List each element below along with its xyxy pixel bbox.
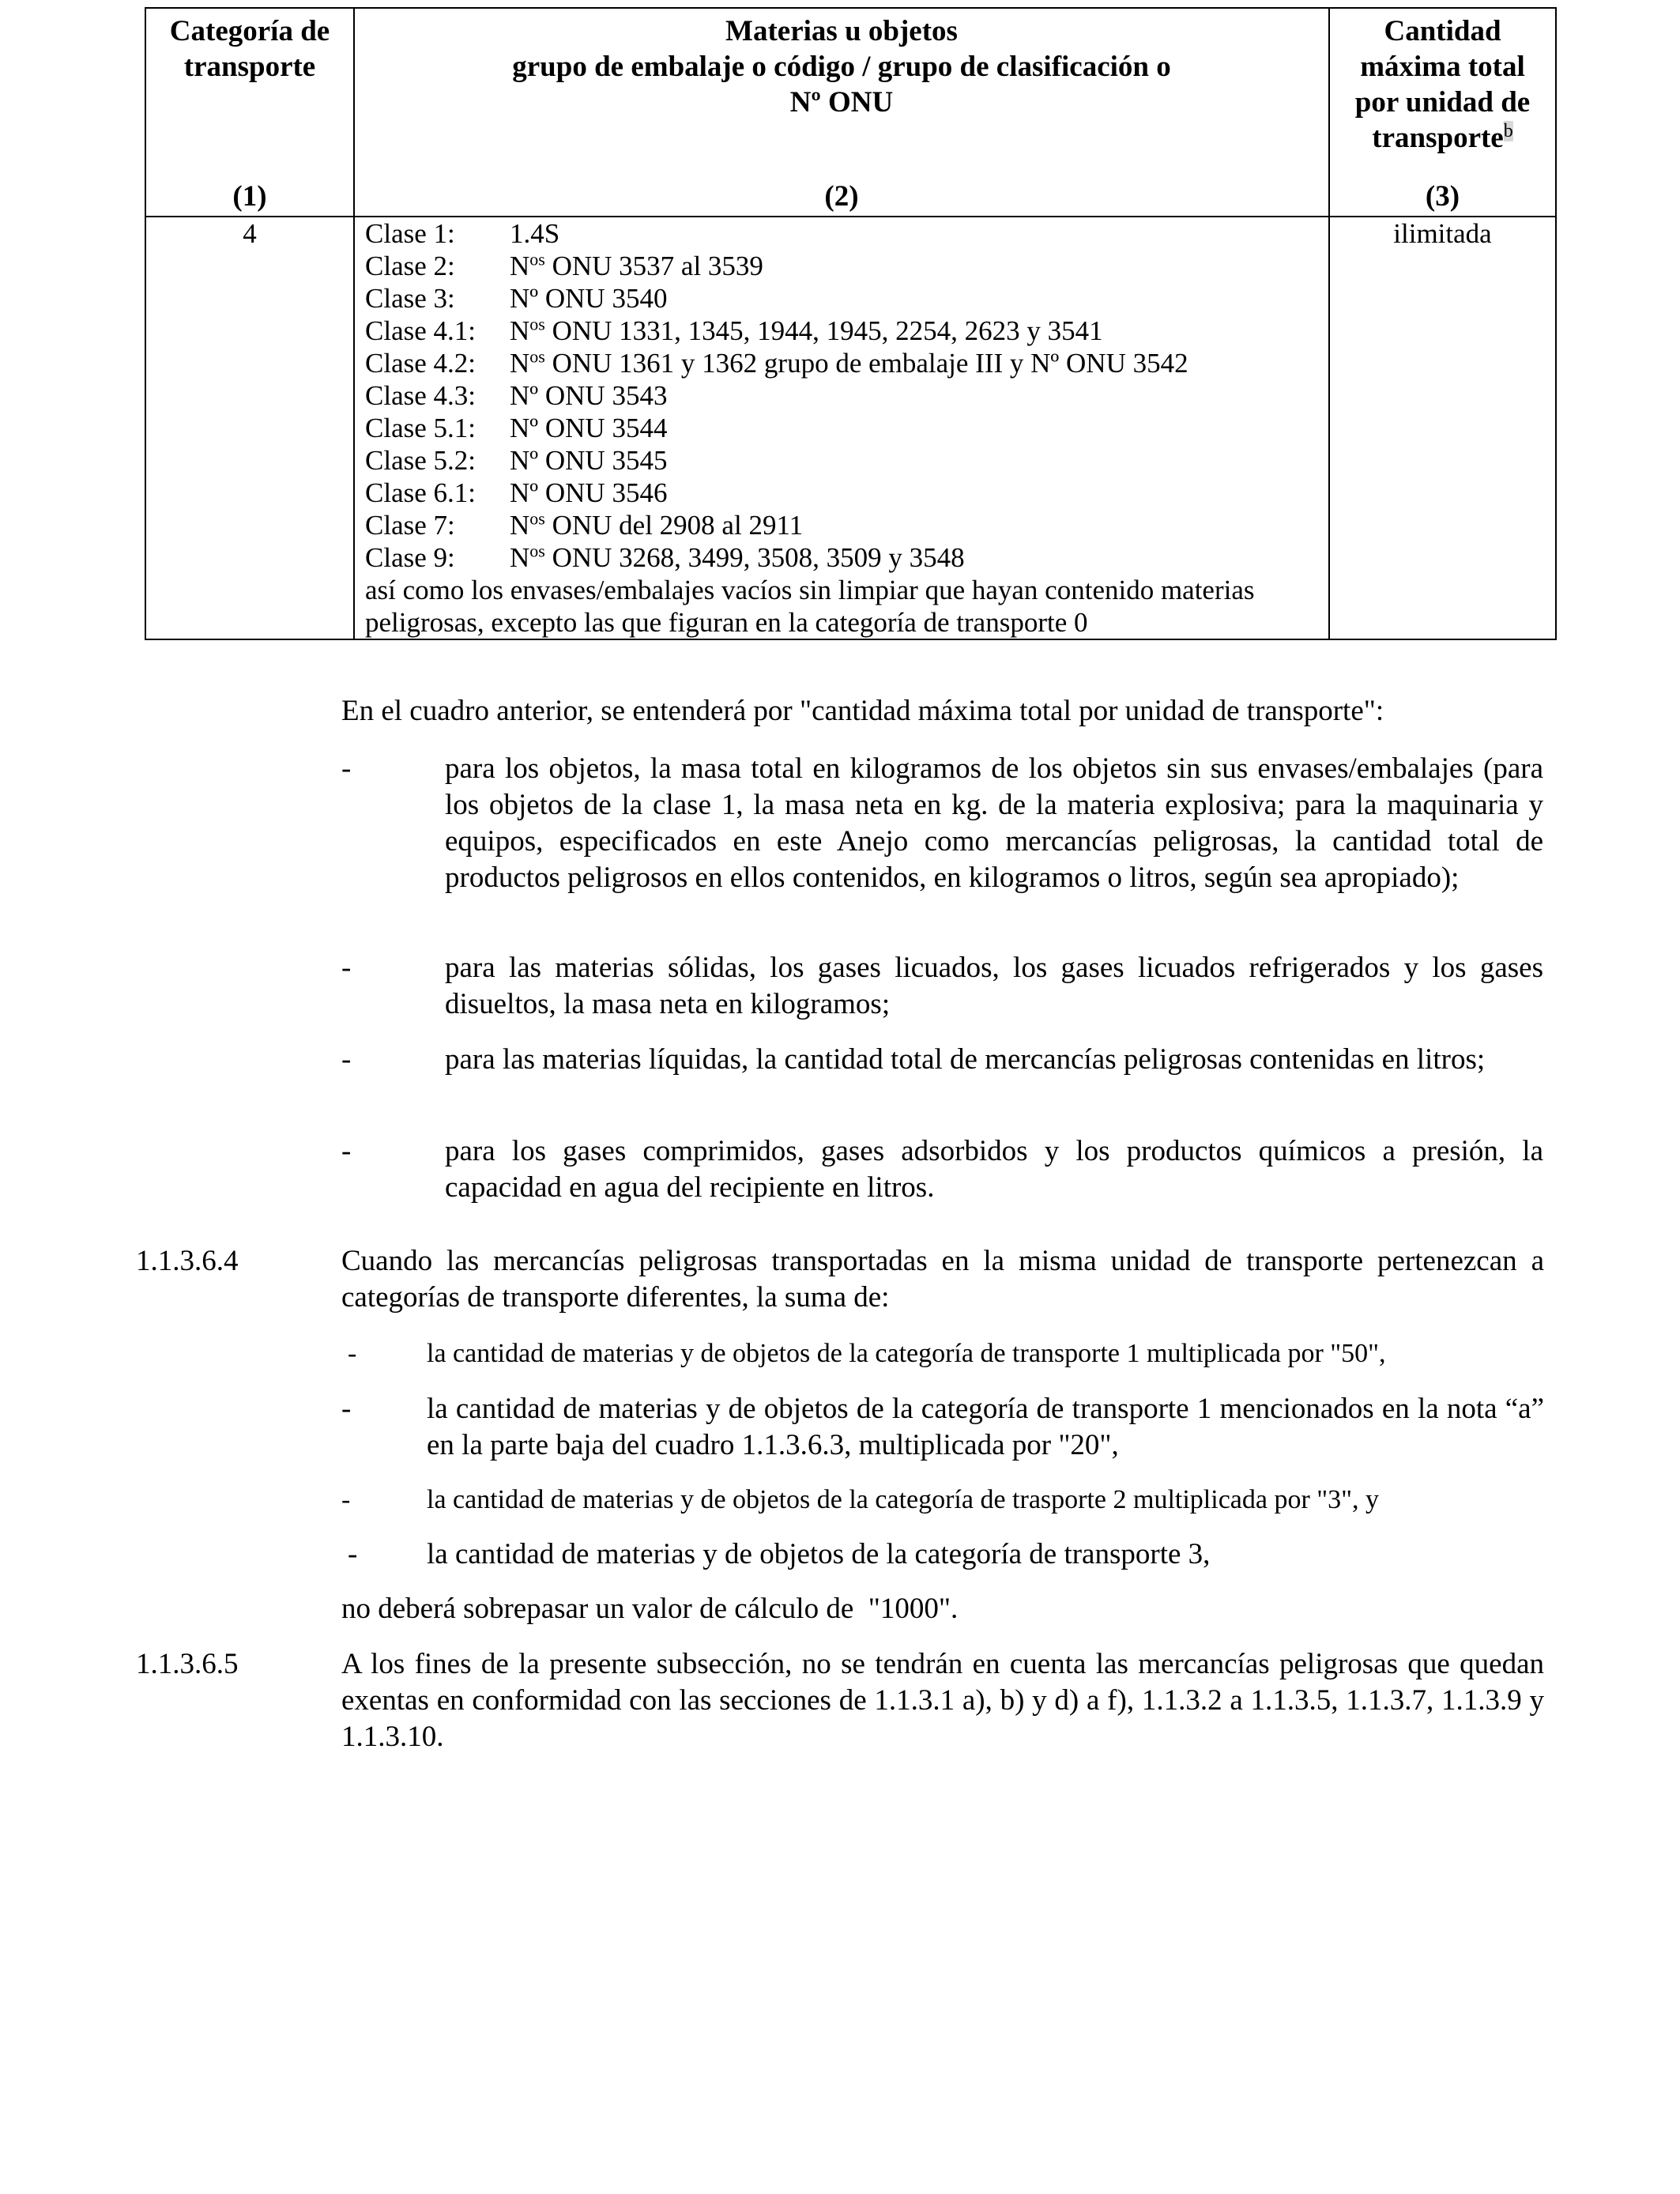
plural-superscript: os — [529, 249, 545, 270]
section-paragraph: Cuando las mercancías peligrosas transportadas en la misma unidad de transporte pertenezcan a categorías de transporte diferentes, la suma de: — [341, 1245, 1544, 1314]
class-label: Clase 6.1: — [365, 477, 476, 508]
plural-superscript: os — [529, 541, 545, 561]
header-materials — [354, 8, 1329, 217]
class-value: ONU 3537 al 3539 — [544, 251, 763, 281]
closing-line: no deberá sobrepasar un valor de cálculo de "1000". — [341, 1593, 959, 1625]
dash-bullet: - — [341, 752, 352, 785]
dash-bullet: - — [341, 1393, 352, 1425]
sum-item-text: la cantidad de materias y de objetos de la categoría de transporte 1 mencionados en la nota “a” en la parte baja del cuadro 1.1.3.6.3, multiplicada por "20", — [427, 1393, 1544, 1461]
column-number: (3) — [1425, 180, 1460, 213]
class-value: 1.4S — [510, 218, 560, 249]
header-1-line: transporte — [183, 51, 316, 83]
class-value: Nº ONU 3540 — [510, 283, 668, 314]
category-cell: 4 — [145, 217, 354, 639]
class-value: ONU 1361 y 1362 grupo de embalaje III y Nº ONU 3542 — [544, 348, 1188, 379]
class-entry — [365, 347, 1319, 379]
class-label: Clase 2: — [365, 251, 455, 281]
plural-superscript: os — [529, 314, 545, 334]
dash-bullet: - — [341, 952, 352, 984]
definition-text: para los objetos, la masa total en kilogramos de los objetos sin sus envases/embalajes (para los objetos de la clase 1, la masa neta en kg. de la materia explosiva; para la maquinaria y equipos, especificados en este Anejo como mercancías peligrosas, la cantidad total de productos peligrosos en ellos contenidos, en kilogramos o litros, según sea apropiado); — [445, 752, 1543, 894]
class-value: ONU 1331, 1345, 1944, 1945, 2254, 2623 y 3541 — [544, 315, 1103, 346]
column-number: (1) — [232, 180, 267, 213]
definition-item — [341, 751, 1558, 896]
footnote-marker: b — [1503, 120, 1513, 141]
sum-item-text: la cantidad de materias y de objetos de la categoría de transporte 1 multiplicada por "50", — [427, 1339, 1386, 1368]
class-entry — [365, 444, 1319, 477]
header-2-line: Materias u objetos — [725, 15, 958, 47]
header-3-line: transporte — [1372, 122, 1504, 154]
class-label: Clase 4.3: — [365, 380, 476, 411]
definition-item — [341, 1133, 1558, 1206]
table-header-row — [145, 8, 1556, 217]
class-entry — [365, 379, 1319, 412]
sum-item-text: la cantidad de materias y de objetos de la categoría de transporte 3, — [427, 1538, 1211, 1570]
section-number: 1.1.3.6.5 — [136, 1648, 239, 1680]
header-2-line: Nº ONU — [789, 86, 894, 119]
dash-bullet: - — [341, 1043, 352, 1076]
plural-superscript: os — [529, 346, 545, 367]
table-row — [145, 217, 1556, 639]
column-number: (2) — [824, 180, 859, 213]
sum-item — [341, 1391, 1558, 1464]
header-max-quantity — [1329, 8, 1556, 217]
class-entry — [365, 509, 1319, 541]
class-value: Nº ONU 3545 — [510, 445, 668, 476]
class-label: Clase 4.2: — [365, 348, 476, 379]
plural-superscript: os — [529, 508, 545, 529]
class-value: Nº ONU 3543 — [510, 380, 668, 411]
class-entry — [365, 217, 1319, 250]
dash-bullet: - — [348, 1538, 358, 1570]
class-entry — [365, 315, 1319, 347]
section-number: 1.1.3.6.4 — [136, 1245, 239, 1277]
quantity-cell: ilimitada — [1329, 217, 1556, 639]
class-prefix: N — [510, 542, 530, 573]
sum-item — [348, 1536, 1557, 1573]
class-label: Clase 7: — [365, 510, 455, 541]
dash-bullet: - — [341, 1485, 351, 1514]
class-label: Clase 5.2: — [365, 445, 476, 476]
header-2-line: grupo de embalaje o código / grupo de clasificación o — [512, 51, 1171, 83]
header-1-line: Categoría de — [169, 15, 330, 47]
header-transport-category — [145, 8, 354, 217]
dash-bullet: - — [341, 1135, 352, 1167]
header-3-line: por unidad de — [1354, 86, 1531, 119]
class-entry — [365, 477, 1319, 509]
class-prefix: N — [510, 251, 530, 281]
transport-category-table — [145, 7, 1557, 640]
empty-packaging-note: así como los envases/embalajes vacíos sin limpiar que hayan contenido materias peligrosas, excepto las que figuran en la categoría de transporte 0 — [365, 575, 1255, 638]
class-entry — [365, 412, 1319, 444]
class-label: Clase 4.1: — [365, 315, 476, 346]
class-prefix: N — [510, 510, 530, 541]
class-prefix: N — [510, 315, 530, 346]
sum-item-text: la cantidad de materias y de objetos de la categoría de trasporte 2 multiplicada por "3", y — [427, 1485, 1380, 1514]
definition-item — [341, 950, 1558, 1023]
class-value: ONU 3268, 3499, 3508, 3509 y 3548 — [544, 542, 965, 573]
class-label: Clase 3: — [365, 283, 455, 314]
class-entry — [365, 250, 1319, 282]
class-label: Clase 1: — [365, 218, 455, 249]
header-3-line: Cantidad — [1384, 15, 1501, 47]
class-value: Nº ONU 3546 — [510, 477, 668, 508]
definition-text: para las materias sólidas, los gases licuados, los gases licuados refrigerados y los gases disueltos, la masa neta en kilogramos; — [445, 952, 1543, 1020]
materials-cell — [354, 217, 1329, 639]
sum-item — [348, 1336, 1557, 1372]
class-value: Nº ONU 3544 — [510, 413, 668, 443]
class-label: Clase 9: — [365, 542, 455, 573]
class-label: Clase 5.1: — [365, 413, 476, 443]
definition-text: para las materias líquidas, la cantidad total de mercancías peligrosas contenidas en litros; — [445, 1043, 1486, 1076]
class-value: ONU del 2908 al 2911 — [544, 510, 804, 541]
class-entry — [365, 282, 1319, 315]
class-entry — [365, 541, 1319, 574]
dash-bullet: - — [348, 1339, 357, 1368]
header-3-line: máxima total — [1360, 51, 1525, 83]
intro-paragraph: En el cuadro anterior, se entenderá por "cantidad máxima total por unidad de transporte": — [341, 695, 1384, 727]
class-prefix: N — [510, 348, 530, 379]
sum-item — [341, 1482, 1558, 1518]
definition-text: para los gases comprimidos, gases adsorbidos y los productos químicos a presión, la capacidad en agua del recipiente en litros. — [445, 1135, 1543, 1204]
section-paragraph: A los fines de la presente subsección, no se tendrán en cuenta las mercancías peligrosas que quedan exentas en conformidad con las secciones de 1.1.3.1 a), b) y d) a f), 1.1.3.2 a 1.1.3.5, 1.1.3.7, 1.1.3.9 y 1.1.3.10. — [341, 1648, 1544, 1753]
definition-item — [341, 1042, 1558, 1078]
